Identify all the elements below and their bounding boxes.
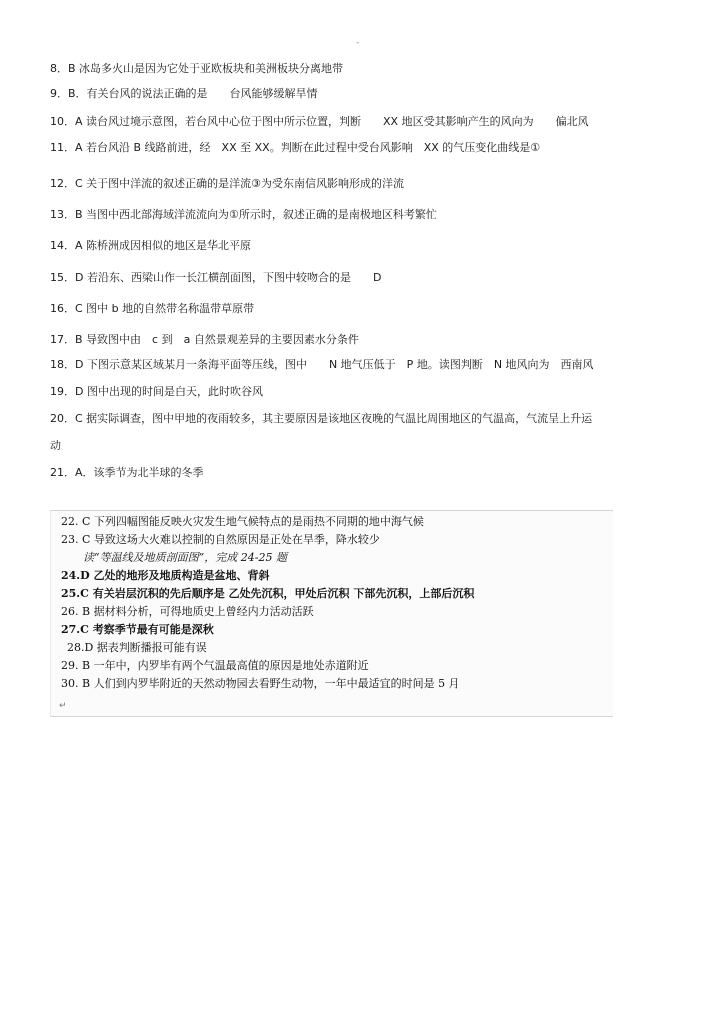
answer-line-11: 11．A 若台风沿 B 线路前进，经 XX 至 XX。判断在此过程中受台风影响 XX 的气压变化曲线是① (50, 141, 541, 154)
answer-line-20: 20．C 据实际调查，图中甲地的夜雨较多，其主要原因是该地区夜晚的气温比周围地区的气温高，气流呈上升运 (50, 412, 593, 425)
top-mark: - (356, 38, 360, 48)
answer-line-12: 12．C 关于图中洋流的叙述正确的是洋流③为受东南信风影响形成的洋流 (50, 177, 405, 190)
scanned-answer-block (50, 510, 613, 717)
answer-line-21: 21．A．该季节为北半球的冬季 (50, 466, 204, 479)
answer-line-9: 9．B．有关台风的说法正确的是 台风能够缓解旱情 (50, 87, 318, 100)
scan-line-24: 24.D 乙处的地形及地质构造是盆地、背斜 (61, 569, 270, 582)
answer-line-14: 14．A 陈桥洲成因相似的地区是华北平原 (50, 239, 252, 252)
scan-line-30: 30. B 人们到内罗毕附近的天然动物园去看野生动物，一年中最适宜的时间是 5 月 (61, 677, 460, 690)
scan-line-23: 23. C 导致这场大火难以控制的自然原因是正处在旱季，降水较少 (61, 533, 380, 546)
answer-line-17: 17．B 导致图中由 c 到 a 自然景观差异的主要因素水分条件 (50, 333, 359, 346)
scan-line-instruction: 读“等温线及地质剖面图”，完成 24-25 题 (83, 551, 287, 564)
answer-line-10: 10．A 读台风过境示意图，若台风中心位于图中所示位置，判断 XX 地区受其影响产生的风向为 偏北风 (50, 115, 589, 128)
scan-line-27: 27.C 考察季节最有可能是深秋 (61, 623, 214, 636)
answer-line-15: 15．D 若沿东、西梁山作一长江横剖面图，下图中较吻合的是 D (50, 271, 382, 284)
answer-line-18: 18．D 下图示意某区域某月一条海平面等压线，图中 N 地气压低于 P 地。读图判断 N 地风向为 西南风 (50, 358, 594, 371)
scan-line-22: 22. C 下列四幅图能反映火灾发生地气候特点的是雨热不同期的地中海气候 (61, 515, 424, 528)
answer-line-13: 13．B 当图中西北部海域洋流流向为①所示时，叙述正确的是南极地区科考繁忙 (50, 208, 437, 221)
answer-line-19: 19．D 图中出现的时间是白天，此时吹谷风 (50, 385, 263, 398)
scan-line-25: 25.C 有关岩层沉积的先后顺序是 乙处先沉积，甲处后沉积 下部先沉积，上部后沉积 (61, 587, 475, 600)
answer-line-20-cont: 动 (50, 439, 61, 452)
scan-line-26: 26. B 据材料分析，可得地质史上曾经内力活动活跃 (61, 605, 314, 618)
paragraph-return-mark: ↵ (59, 701, 67, 711)
answer-line-8: 8．B 冰岛多火山是因为它处于亚欧板块和美洲板块分离地带 (50, 62, 344, 75)
scan-line-29: 29. B 一年中，内罗毕有两个气温最高值的原因是地处赤道附近 (61, 659, 369, 672)
answer-line-16: 16．C 图中 b 地的自然带名称温带草原带 (50, 302, 255, 315)
scan-line-28: 28.D 据表判断播报可能有误 (67, 641, 207, 654)
